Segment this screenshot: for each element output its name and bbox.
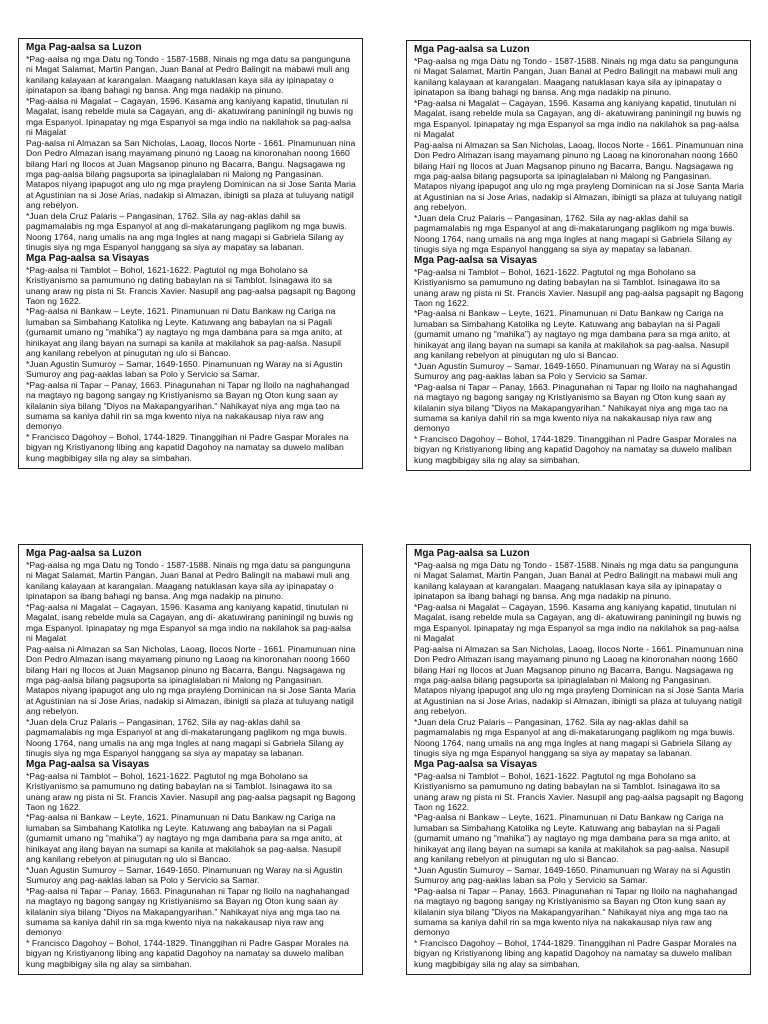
luzon-paragraph: *Pag-aalsa ni Magalat – Cagayan, 1596. Kasama ang kaniyang kapatid, tinutulan ni Magalat, isang rebelde mula sa Cagayan, ang di- akatuwirang paniningil ng buwis ng mga Espanyol. Ipinapatay ng mga Espanyol sa mga indio na nakilahok sa pag-aalsa ni Magalat bbox=[414, 97, 742, 140]
luzon-paragraph: *Pag-aalsa ni Magalat – Cagayan, 1596. Kasama ang kaniyang kapatid, tinutulan ni Magalat, isang rebelde mula sa Cagayan, ang di- akatuwirang paniningil ng buwis ng mga Espanyol. Ipinapatay ng mga Espanyol sa mga indio na nakilahok sa pag-aalsa ni Magalat bbox=[26, 601, 354, 644]
visayas-heading: Mga Pag-aalsa sa Visayas bbox=[26, 758, 150, 770]
luzon-paragraph: Pag-aalsa ni Almazan sa San Nicholas, Laoag, Ilocos Norte - 1661. Pinamunuan nina Don Pedro Almazan isang mayamang pinuno ng Laoag na kinoronahan noong 1660 bilang Hari ng Ilocos at Juan Magsanop pinuno ng Bacarra, Bangu. Nagsagawa ng mga pag-aalsa bilang pagsuporta sa ipinaglalaban ni Malong ng Pangasinan. Matapos niyang ipapugot ang ulo ng mga prayleng Dominican na si Jose Santa Maria at Agustinian na si Jose Arias, nadakip si Almazan, ibinigti sa plaza at tuluyang natigil ang rebelyon. bbox=[26, 137, 356, 211]
visayas-paragraph: *Pag-aalsa ni Bankaw – Leyte, 1621. Pinamunuan ni Datu Bankaw ng Cariga na lumaban sa Simbahang Katolika ng Leyte. Katuwang ang babaylan na si Pagali (gumamit umano ng "mahika") ay nagtayo ng mga dambana para sa mga anito, at hinikayat ang ilang bayan na sumapi sa kanila at makilahok sa pag-aalsa. Nasupil ang kanilang rebelyon at pinugutan ng ulo si Bancao. bbox=[414, 812, 731, 865]
luzon-paragraph: *Juan dela Cruz Palaris – Pangasinan, 1762. Sila ay nag-aklas dahil sa pagmamalabis ng mga Espanyol at ang di-makatarungang paglikom ng mga buwis. Noong 1764, nang umalis na ang mga Ingles at nang magapi si Gabriela Silang ay tinugis siya ng mga Espanyol hanggang sa siya ay mapatay sa labanan. bbox=[26, 716, 347, 759]
visayas-heading: Mga Pag-aalsa sa Visayas bbox=[414, 254, 538, 266]
visayas-paragraph: *Pag-aalsa ni Bankaw – Leyte, 1621. Pinamunuan ni Datu Bankaw ng Cariga na lumaban sa Simbahang Katolika ng Leyte. Katuwang ang babaylan na si Pagali (gumamit umano ng "mahika") ay nagtayo ng mga dambana para sa mga anito, at hinikayat ang ilang bayan na sumapi sa kanila at makilahok sa pag-aalsa. Nasupil ang kanilang rebelyon at pinugutan ng ulo si Bancao. bbox=[414, 308, 731, 361]
visayas-heading: Mga Pag-aalsa sa Visayas bbox=[26, 252, 150, 264]
visayas-paragraph: *Pag-aalsa ni Tamblot – Bohol, 1621-1622. Pagtutol ng mga Boholano sa Kristiyanismo sa pamumuno ng dating babaylan na si Tamblot. Isinagawa ito sa unang araw ng pista ni St. Francis Xavier. Nasupil ang pag-aalsa pagsapit ng Bagong Taon ng 1622. bbox=[414, 770, 744, 812]
luzon-paragraph: *Juan dela Cruz Palaris – Pangasinan, 1762. Sila ay nag-aklas dahil sa pagmamalabis ng mga Espanyol at ang di-makatarungang paglikom ng mga buwis. Noong 1764, nang umalis na ang mga Ingles at nang magapi si Gabriela Silang ay tinugis siya ng mga Espanyol hanggang sa siya ay mapatay sa labanan. bbox=[414, 716, 735, 759]
luzon-heading: Mga Pag-aalsa sa Luzon bbox=[414, 44, 530, 55]
reviewer-card-top-left bbox=[18, 38, 363, 469]
luzon-paragraph: *Pag-aalsa ng mga Datu ng Tondo - 1587-1588. Ninais ng mga datu sa pangunguna ni Magat Salamat, Martin Pangan, Juan Banal at Pedro Balingit na mabawi muli ang kanilang kalayaan at karangalan. Maagang natuklasan kaya sila ay ipinapatay o ipinatapon sa ibang bahagi ng bansa. Ang mga nadakip na pinuno. bbox=[26, 54, 351, 96]
luzon-paragraph: *Pag-aalsa ni Magalat – Cagayan, 1596. Kasama ang kaniyang kapatid, tinutulan ni Magalat, isang rebelde mula sa Cagayan, ang di- akatuwirang paniningil ng buwis ng mga Espanyol. Ipinapatay ng mga Espanyol sa mga indio na nakilahok sa pag-aalsa ni Magalat bbox=[26, 95, 354, 138]
visayas-paragraph: *Pag-aalsa ni Tamblot – Bohol, 1621-1622. Pagtutol ng mga Boholano sa Kristiyanismo sa pamumuno ng dating babaylan na si Tamblot. Isinagawa ito sa unang araw ng pista ni St. Francis Xavier. Nasupil ang pag-aalsa pagsapit ng Bagong Taon ng 1622. bbox=[26, 264, 356, 306]
visayas-paragraph: *Pag-aalsa ni Tamblot – Bohol, 1621-1622. Pagtutol ng mga Boholano sa Kristiyanismo sa pamumuno ng dating babaylan na si Tamblot. Isinagawa ito sa unang araw ng pista ni St. Francis Xavier. Nasupil ang pag-aalsa pagsapit ng Bagong Taon ng 1622. bbox=[414, 266, 744, 308]
luzon-heading: Mga Pag-aalsa sa Luzon bbox=[414, 548, 530, 559]
visayas-paragraph: *Juan Agustin Sumuroy – Samar, 1649-1650. Pinamunuan ng Waray na si Agustin Sumuroy ang pag-aaklas laban sa Polo y Servicio sa Samar. bbox=[26, 864, 343, 886]
reviewer-card-bottom-right bbox=[406, 544, 751, 975]
visayas-paragraph: * Francisco Dagohoy – Bohol, 1744-1829. Tinanggihan ni Padre Gaspar Morales na bigyan ng Kristiyanong libing ang kapatid Dagohoy na namatay sa duwelo maliban kung magbibigay sila ng alay sa simbahan. bbox=[26, 937, 349, 969]
visayas-paragraph: *Pag-aalsa ni Tapar – Panay, 1663. Pinagunahan ni Tapar ng Iloilo na naghahangad na magtayo ng bagong sangay ng Kristiyanismo sa Bayan ng Oton kung saan ay kilalanin siya bilang "Diyos na Makapangyarihan." Nahikayat niya ang mga tao na sumama sa kaniya dahil rin sa mga kwento niya na nakakausap niya raw ang demonyo bbox=[414, 885, 738, 938]
luzon-paragraph: *Juan dela Cruz Palaris – Pangasinan, 1762. Sila ay nag-aklas dahil sa pagmamalabis ng mga Espanyol at ang di-makatarungang paglikom ng mga buwis. Noong 1764, nang umalis na ang mga Ingles at nang magapi si Gabriela Silang ay tinugis siya ng mga Espanyol hanggang sa siya ay mapatay sa labanan. bbox=[26, 210, 347, 253]
luzon-heading: Mga Pag-aalsa sa Luzon bbox=[26, 548, 142, 559]
reviewer-card-bottom-left bbox=[18, 544, 363, 975]
visayas-heading: Mga Pag-aalsa sa Visayas bbox=[414, 758, 538, 770]
luzon-heading: Mga Pag-aalsa sa Luzon bbox=[26, 42, 142, 53]
luzon-paragraph: *Pag-aalsa ng mga Datu ng Tondo - 1587-1588. Ninais ng mga datu sa pangunguna ni Magat Salamat, Martin Pangan, Juan Banal at Pedro Balingit na mabawi muli ang kanilang kalayaan at karangalan. Maagang natuklasan kaya sila ay ipinapatay o ipinatapon sa ibang bahagi ng bansa. Ang mga nadakip na pinuno. bbox=[26, 560, 351, 602]
luzon-paragraph: *Pag-aalsa ng mga Datu ng Tondo - 1587-1588. Ninais ng mga datu sa pangunguna ni Magat Salamat, Martin Pangan, Juan Banal at Pedro Balingit na mabawi muli ang kanilang kalayaan at karangalan. Maagang natuklasan kaya sila ay ipinapatay o ipinatapon sa ibang bahagi ng bansa. Ang mga nadakip na pinuno. bbox=[414, 560, 739, 602]
visayas-paragraph: * Francisco Dagohoy – Bohol, 1744-1829. Tinanggihan ni Padre Gaspar Morales na bigyan ng Kristiyanong libing ang kapatid Dagohoy na namatay sa duwelo maliban kung magbibigay sila ng alay sa simbahan. bbox=[414, 937, 737, 969]
visayas-paragraph: *Juan Agustin Sumuroy – Samar, 1649-1650. Pinamunuan ng Waray na si Agustin Sumuroy ang pag-aaklas laban sa Polo y Servicio sa Samar. bbox=[414, 360, 731, 382]
visayas-paragraph: *Pag-aalsa ni Bankaw – Leyte, 1621. Pinamunuan ni Datu Bankaw ng Cariga na lumaban sa Simbahang Katolika ng Leyte. Katuwang ang babaylan na si Pagali (gumamit umano ng "mahika") ay nagtayo ng mga dambana para sa mga anito, at hinikayat ang ilang bayan na sumapi sa kanila at makilahok sa pag-aalsa. Nasupil ang kanilang rebelyon at pinugutan ng ulo si Bancao. bbox=[26, 812, 343, 865]
visayas-paragraph: *Juan Agustin Sumuroy – Samar, 1649-1650. Pinamunuan ng Waray na si Agustin Sumuroy ang pag-aaklas laban sa Polo y Servicio sa Samar. bbox=[26, 358, 343, 380]
luzon-paragraph: Pag-aalsa ni Almazan sa San Nicholas, Laoag, Ilocos Norte - 1661. Pinamunuan nina Don Pedro Almazan isang mayamang pinuno ng Laoag na kinoronahan noong 1660 bilang Hari ng Ilocos at Juan Magsanop pinuno ng Bacarra, Bangu. Nagsagawa ng mga pag-aalsa bilang pagsuporta sa ipinaglalaban ni Malong ng Pangasinan. Matapos niyang ipapugot ang ulo ng mga prayleng Dominican na si Jose Santa Maria at Agustinian na si Jose Arias, nadakip si Almazan, ibinigti sa plaza at tuluyang natigil ang rebelyon. bbox=[414, 643, 744, 717]
reviewer-card-top-right bbox=[406, 40, 751, 471]
visayas-paragraph: * Francisco Dagohoy – Bohol, 1744-1829. Tinanggihan ni Padre Gaspar Morales na bigyan ng Kristiyanong libing ang kapatid Dagohoy na namatay sa duwelo maliban kung magbibigay sila ng alay sa simbahan. bbox=[414, 433, 737, 465]
visayas-paragraph: * Francisco Dagohoy – Bohol, 1744-1829. Tinanggihan ni Padre Gaspar Morales na bigyan ng Kristiyanong libing ang kapatid Dagohoy na namatay sa duwelo maliban kung magbibigay sila ng alay sa simbahan. bbox=[26, 431, 349, 463]
luzon-paragraph: *Juan dela Cruz Palaris – Pangasinan, 1762. Sila ay nag-aklas dahil sa pagmamalabis ng mga Espanyol at ang di-makatarungang paglikom ng mga buwis. Noong 1764, nang umalis na ang mga Ingles at nang magapi si Gabriela Silang ay tinugis siya ng mga Espanyol hanggang sa siya ay mapatay sa labanan. bbox=[414, 212, 735, 255]
luzon-paragraph: Pag-aalsa ni Almazan sa San Nicholas, Laoag, Ilocos Norte - 1661. Pinamunuan nina Don Pedro Almazan isang mayamang pinuno ng Laoag na kinoronahan noong 1660 bilang Hari ng Ilocos at Juan Magsanop pinuno ng Bacarra, Bangu. Nagsagawa ng mga pag-aalsa bilang pagsuporta sa ipinaglalaban ni Malong ng Pangasinan. Matapos niyang ipapugot ang ulo ng mga prayleng Dominican na si Jose Santa Maria at Agustinian na si Jose Arias, nadakip si Almazan, ibinigti sa plaza at tuluyang natigil ang rebelyon. bbox=[26, 643, 356, 717]
visayas-paragraph: *Pag-aalsa ni Tamblot – Bohol, 1621-1622. Pagtutol ng mga Boholano sa Kristiyanismo sa pamumuno ng dating babaylan na si Tamblot. Isinagawa ito sa unang araw ng pista ni St. Francis Xavier. Nasupil ang pag-aalsa pagsapit ng Bagong Taon ng 1622. bbox=[26, 770, 356, 812]
visayas-paragraph: *Pag-aalsa ni Tapar – Panay, 1663. Pinagunahan ni Tapar ng Iloilo na naghahangad na magtayo ng bagong sangay ng Kristiyanismo sa Bayan ng Oton kung saan ay kilalanin siya bilang "Diyos na Makapangyarihan." Nahikayat niya ang mga tao na sumama sa kaniya dahil rin sa mga kwento niya na nakakausap niya raw ang demonyo bbox=[26, 885, 350, 938]
luzon-paragraph: *Pag-aalsa ng mga Datu ng Tondo - 1587-1588. Ninais ng mga datu sa pangunguna ni Magat Salamat, Martin Pangan, Juan Banal at Pedro Balingit na mabawi muli ang kanilang kalayaan at karangalan. Maagang natuklasan kaya sila ay ipinapatay o ipinatapon sa ibang bahagi ng bansa. Ang mga nadakip na pinuno. bbox=[414, 56, 739, 98]
visayas-paragraph: *Pag-aalsa ni Tapar – Panay, 1663. Pinagunahan ni Tapar ng Iloilo na naghahangad na magtayo ng bagong sangay ng Kristiyanismo sa Bayan ng Oton kung saan ay kilalanin siya bilang "Diyos na Makapangyarihan." Nahikayat niya ang mga tao na sumama sa kaniya dahil rin sa mga kwento niya na nakakausap niya raw ang demonyo bbox=[26, 379, 350, 432]
visayas-paragraph: *Pag-aalsa ni Tapar – Panay, 1663. Pinagunahan ni Tapar ng Iloilo na naghahangad na magtayo ng bagong sangay ng Kristiyanismo sa Bayan ng Oton kung saan ay kilalanin siya bilang "Diyos na Makapangyarihan." Nahikayat niya ang mga tao na sumama sa kaniya dahil rin sa mga kwento niya na nakakausap niya raw ang demonyo bbox=[414, 381, 738, 434]
visayas-paragraph: *Juan Agustin Sumuroy – Samar, 1649-1650. Pinamunuan ng Waray na si Agustin Sumuroy ang pag-aaklas laban sa Polo y Servicio sa Samar. bbox=[414, 864, 731, 886]
luzon-paragraph: Pag-aalsa ni Almazan sa San Nicholas, Laoag, Ilocos Norte - 1661. Pinamunuan nina Don Pedro Almazan isang mayamang pinuno ng Laoag na kinoronahan noong 1660 bilang Hari ng Ilocos at Juan Magsanop pinuno ng Bacarra, Bangu. Nagsagawa ng mga pag-aalsa bilang pagsuporta sa ipinaglalaban ni Malong ng Pangasinan. Matapos niyang ipapugot ang ulo ng mga prayleng Dominican na si Jose Santa Maria at Agustinian na si Jose Arias, nadakip si Almazan, ibinigti sa plaza at tuluyang natigil ang rebelyon. bbox=[414, 139, 744, 213]
visayas-paragraph: *Pag-aalsa ni Bankaw – Leyte, 1621. Pinamunuan ni Datu Bankaw ng Cariga na lumaban sa Simbahang Katolika ng Leyte. Katuwang ang babaylan na si Pagali (gumamit umano ng "mahika") ay nagtayo ng mga dambana para sa mga anito, at hinikayat ang ilang bayan na sumapi sa kanila at makilahok sa pag-aalsa. Nasupil ang kanilang rebelyon at pinugutan ng ulo si Bancao. bbox=[26, 306, 343, 359]
luzon-paragraph: *Pag-aalsa ni Magalat – Cagayan, 1596. Kasama ang kaniyang kapatid, tinutulan ni Magalat, isang rebelde mula sa Cagayan, ang di- akatuwirang paniningil ng buwis ng mga Espanyol. Ipinapatay ng mga Espanyol sa mga indio na nakilahok sa pag-aalsa ni Magalat bbox=[414, 601, 742, 644]
